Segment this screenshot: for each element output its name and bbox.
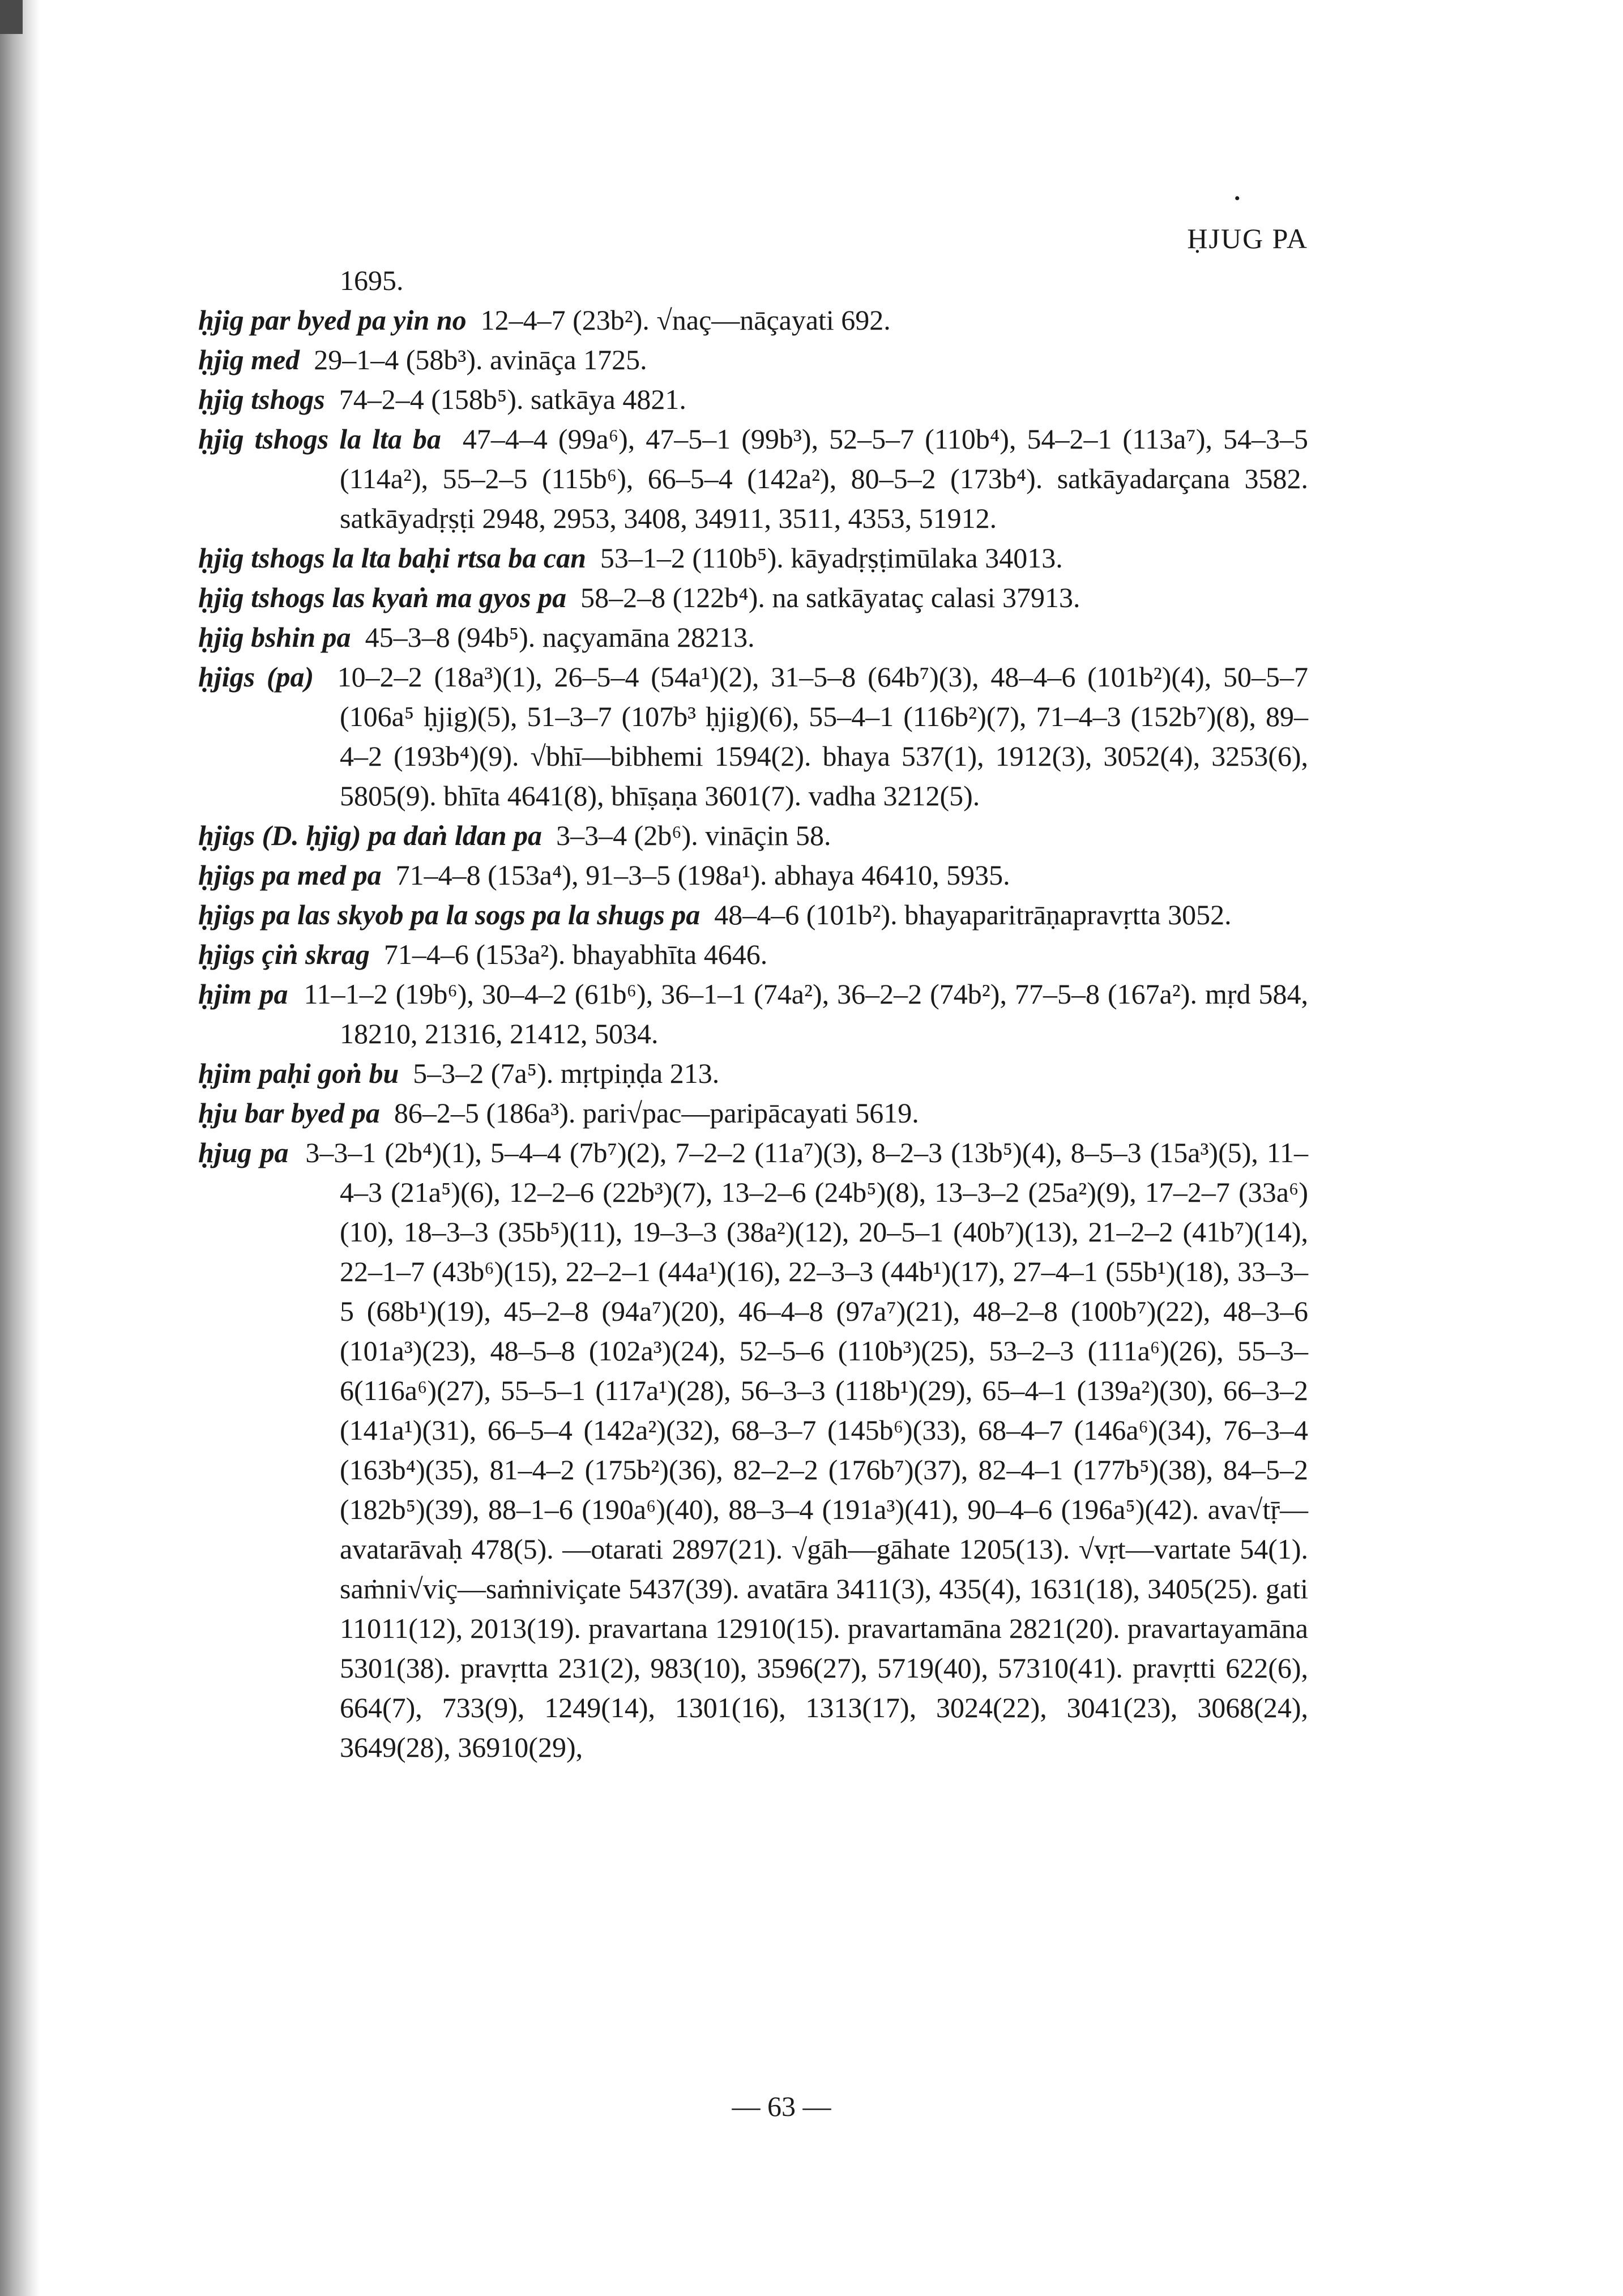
entry-text: 71–4–6 (153a²). bhayabhīta 4646. bbox=[383, 938, 768, 970]
dictionary-entry bbox=[198, 895, 1308, 934]
entry-headword: ḥjug pa bbox=[198, 1137, 289, 1168]
scan-corner-shadow bbox=[0, 0, 23, 34]
entry-text: 1695. bbox=[340, 264, 404, 296]
running-head bbox=[1133, 189, 1308, 255]
entry-headword: ḥjigs pa med pa bbox=[198, 859, 382, 891]
entry-text: 53–1–2 (110b⁵). kāyadṛṣṭimūlaka 34013. bbox=[600, 542, 1063, 574]
entry-text: 45–3–8 (94b⁵). naçyamāna 28213. bbox=[365, 621, 755, 653]
dictionary-entry bbox=[198, 340, 1308, 379]
running-head-text: ḤJUG PA bbox=[1187, 223, 1308, 254]
dictionary-entry bbox=[198, 657, 1308, 816]
entry-text: 71–4–8 (153a⁴), 91–3–5 (198a¹). abhaya 46410, 5935. bbox=[395, 859, 1010, 891]
entry-headword: ḥjig tshogs bbox=[198, 383, 325, 415]
entry-text: 3–3–4 (2b⁶). vināçin 58. bbox=[556, 820, 831, 851]
entry-headword: ḥjigs çiṅ skrag bbox=[198, 938, 370, 970]
entry-text: 47–4–4 (99a⁶), 47–5–1 (99b³), 52–5–7 (110b⁴), 54–2–1 (113a⁷), 54–3–5 (114a²), 55–2–5 (115b⁶), 66–5–4 (142a²), 80–5–2 (173b⁴). satkāyadarçana 3582. satkāyadṛṣṭi 2948, 2953, 3408, 34911, 3511, 4353, 51912. bbox=[340, 423, 1309, 534]
dictionary-entry bbox=[198, 1093, 1308, 1133]
scan-edge-shadow bbox=[0, 0, 40, 2296]
dictionary-entry bbox=[198, 419, 1308, 538]
entry-text: 74–2–4 (158b⁵). satkāya 4821. bbox=[339, 383, 686, 415]
entry-headword: ḥju bar byed pa bbox=[198, 1097, 380, 1129]
dictionary-entries bbox=[198, 261, 1308, 1767]
entry-headword: ḥjigs (D. ḥjig) pa daṅ ldan pa bbox=[198, 820, 543, 851]
dictionary-entry bbox=[198, 300, 1308, 340]
entry-headword: ḥjig bshin pa bbox=[198, 621, 351, 653]
running-head-mark: • bbox=[1234, 189, 1241, 208]
entry-text: 5–3–2 (7a⁵). mṛtpiṇḍa 213. bbox=[413, 1057, 720, 1089]
entry-text: 12–4–7 (23b²). √naç—nāçayati 692. bbox=[480, 304, 891, 336]
entry-headword: ḥjim paḥi goṅ bu bbox=[198, 1057, 399, 1089]
dictionary-entry bbox=[198, 934, 1308, 974]
entry-headword: ḥjig tshogs la lta ba bbox=[198, 423, 441, 455]
entry-headword: ḥjig tshogs la lta baḥi rtsa ba can bbox=[198, 542, 586, 574]
entry-text: 10–2–2 (18a³)(1), 26–5–4 (54a¹)(2), 31–5–8 (64b⁷)(3), 48–4–6 (101b²)(4), 50–5–7 (106a⁵ ḥjig)(5), 51–3–7 (107b³ ḥjig)(6), 55–4–1 (116b²)(7), 71–4–3 (152b⁷)(8), 89–4–2 (193b⁴)(9). √bhī—bibhemi 1594(2). bhaya 537(1), 1912(3), 3052(4), 3253(6), 5805(9). bhīta 4641(8), bhīṣaṇa 3601(7). vadha 3212(5). bbox=[337, 661, 1309, 812]
entry-text: 11–1–2 (19b⁶), 30–4–2 (61b⁶), 36–1–1 (74a²), 36–2–2 (74b²), 77–5–8 (167a²). mṛd 584, 18210, 21316, 21412, 5034. bbox=[304, 978, 1308, 1049]
entry-continuation bbox=[198, 261, 1308, 300]
entry-headword: ḥjigs (pa) bbox=[198, 661, 314, 693]
entry-headword: ḥjig med bbox=[198, 344, 300, 375]
dictionary-entry bbox=[198, 538, 1308, 578]
dictionary-entry bbox=[198, 578, 1308, 617]
dictionary-entry bbox=[198, 1053, 1308, 1093]
page-number: — 63 — bbox=[732, 2090, 831, 2122]
entry-text: 29–1–4 (58b³). avināça 1725. bbox=[314, 344, 647, 375]
entry-headword: ḥjig par byed pa yin no bbox=[198, 304, 467, 336]
entry-text: 58–2–8 (122b⁴). na satkāyataç calasi 37913. bbox=[580, 582, 1080, 613]
entry-text: 48–4–6 (101b²). bhayaparitrāṇapravṛtta 3052. bbox=[714, 899, 1232, 931]
dictionary-entry bbox=[198, 816, 1308, 855]
dictionary-entry bbox=[198, 855, 1308, 895]
entry-text: 86–2–5 (186a³). pari√pac—paripācayati 5619. bbox=[394, 1097, 919, 1129]
entry-headword: ḥjigs pa las skyob pa la sogs pa la shugs pa bbox=[198, 899, 701, 931]
entry-headword: ḥjig tshogs las kyaṅ ma gyos pa bbox=[198, 582, 567, 613]
dictionary-entry bbox=[198, 1133, 1308, 1767]
dictionary-entry bbox=[198, 974, 1308, 1053]
dictionary-entry bbox=[198, 379, 1308, 419]
dictionary-entry bbox=[198, 617, 1308, 657]
entry-headword: ḥjim pa bbox=[198, 978, 288, 1010]
entry-text: 3–3–1 (2b⁴)(1), 5–4–4 (7b⁷)(2), 7–2–2 (11a⁷)(3), 8–2–3 (13b⁵)(4), 8–5–3 (15a³)(5), 11–4–3 (21a⁵)(6), 12–2–6 (22b³)(7), 13–2–6 (24b⁵)(8), 13–3–2 (25a²)(9), 17–2–7 (33a⁶)(10), 18–3–3 (35b⁵)(11), 19–3–3 (38a²)(12), 20–5–1 (40b⁷)(13), 21–2–2 (41b⁷)(14), 22–1–7 (43b⁶)(15), 22–2–1 (44a¹)(16), 22–3–3 (44b¹)(17), 27–4–1 (55b¹)(18), 33–3–5 (68b¹)(19), 45–2–8 (94a⁷)(20), 46–4–8 (97a⁷)(21), 48–2–8 (100b⁷)(22), 48–3–6 (101a³)(23), 48–5–8 (102a³)(24), 52–5–6 (110b³)(25), 53–2–3 (111a⁶)(26), 55–3–6(116a⁶)(27), 55–5–1 (117a¹)(28), 56–3–3 (118b¹)(29), 65–4–1 (139a²)(30), 66–3–2 (141a¹)(31), 66–5–4 (142a²)(32), 68–3–7 (145b⁶)(33), 68–4–7 (146a⁶)(34), 76–3–4 (163b⁴)(35), 81–4–2 (175b²)(36), 82–2–2 (176b⁷)(37), 82–4–1 (177b⁵)(38), 84–5–2 (182b⁵)(39), 88–1–6 (190a⁶)(40), 88–3–4 (191a³)(41), 90–4–6 (196a⁵)(42). ava√tṝ—avatarāvaḥ 478(5). —otarati 2897(21). √gāh—gāhate 1205(13). √vṛt—vartate 54(1). saṁni√viç—saṁniviçate 5437(39). avatāra 3411(3), 435(4), 1631(18), 3405(25). gati 11011(12), 2013(19). pravartana 12910(15). pravartamāna 2821(20). pravartayamāna 5301(38). pravṛtta 231(2), 983(10), 3596(27), 5719(40), 57310(41). pravṛtti 622(6), 664(7), 733(9), 1249(14), 1301(16), 1313(17), 3024(22), 3041(23), 3068(24), 3649(28), 36910(29), bbox=[305, 1137, 1308, 1763]
